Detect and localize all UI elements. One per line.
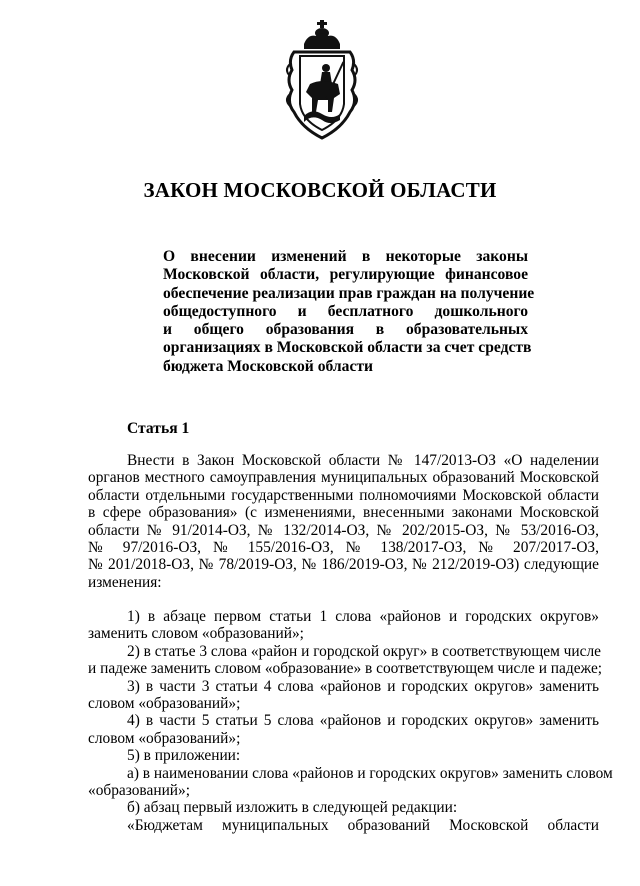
amendment-item-line: а) в наименовании слова «районов и городских округов» заменить словом	[127, 764, 613, 782]
quoted-text-line: «Бюджетам муниципальных образований Московской области	[127, 816, 599, 834]
subject-line: и общего образования в образовательных	[163, 321, 528, 339]
paragraph-line: № 201/2018-ОЗ, № 78/2019-ОЗ, № 186/2019-ОЗ, № 212/2019-ОЗ) следующие	[88, 556, 599, 574]
amendment-item-line: 4) в части 5 статьи 5 слова «районов и городских округов» заменить	[127, 712, 599, 730]
paragraph-line: органов местного самоуправления муниципальных образований Московской	[88, 469, 599, 487]
amendment-item-line: б) абзац первый изложить в следующей редакции:	[127, 799, 458, 817]
subject-line: О внесении изменений в некоторые законы	[163, 248, 528, 265]
article-heading: Статья 1	[127, 420, 190, 437]
subject-line: общедоступного и бесплатного дошкольного	[163, 302, 528, 320]
paragraph-line: № 97/2016-ОЗ, № 155/2016-ОЗ, № 138/2017-ОЗ, № 207/2017-ОЗ,	[88, 539, 599, 557]
coat-of-arms-emblem	[282, 20, 362, 142]
subject-line: организациях в Московской области за счет средств	[163, 339, 532, 357]
paragraph-line: области № 91/2014-ОЗ, № 132/2014-ОЗ, № 202/2015-ОЗ, № 53/2016-ОЗ,	[88, 521, 599, 539]
amendment-item-line: словом «образований»;	[88, 695, 241, 713]
paragraph-line: в сфере образования» (с изменениями, внесенными законами Московской	[88, 504, 599, 522]
amendment-item-line: 1) в абзаце первом статьи 1 слова «районов и городских округов»	[127, 608, 599, 625]
amendment-list	[88, 608, 613, 834]
article-intro-paragraph	[88, 452, 599, 591]
document-title: ЗАКОН МОСКОВСКОЙ ОБЛАСТИ	[143, 178, 497, 202]
amendment-item-line: 2) в статье 3 слова «район и городской округ» в соответствующем числе	[127, 642, 601, 660]
subject-line: бюджета Московской области	[163, 357, 374, 375]
subject-line: Московской области, регулирующие финансовое	[163, 266, 528, 284]
amendment-item-line: 3) в части 3 статьи 4 слова «районов и городских округов» заменить	[127, 677, 599, 695]
amendment-item-line: заменить словом «образований»;	[88, 625, 304, 643]
amendment-item-line: и падеже заменить словом «образование» в соответствующем числе и падеже;	[88, 660, 603, 678]
law-subject	[163, 248, 535, 376]
paragraph-line: области отдельными государственными полномочиями Московской области	[88, 486, 599, 504]
amendment-item-line: словом «образований»;	[88, 729, 241, 747]
amendment-item-line: 5) в приложении:	[127, 747, 241, 765]
paragraph-line: Внести в Закон Московской области № 147/2013-ОЗ «О наделении	[127, 452, 599, 469]
amendment-item-line: «образований»;	[88, 782, 191, 800]
subject-line: обеспечение реализации прав граждан на получение	[163, 284, 535, 302]
paragraph-line: изменения:	[88, 573, 162, 591]
